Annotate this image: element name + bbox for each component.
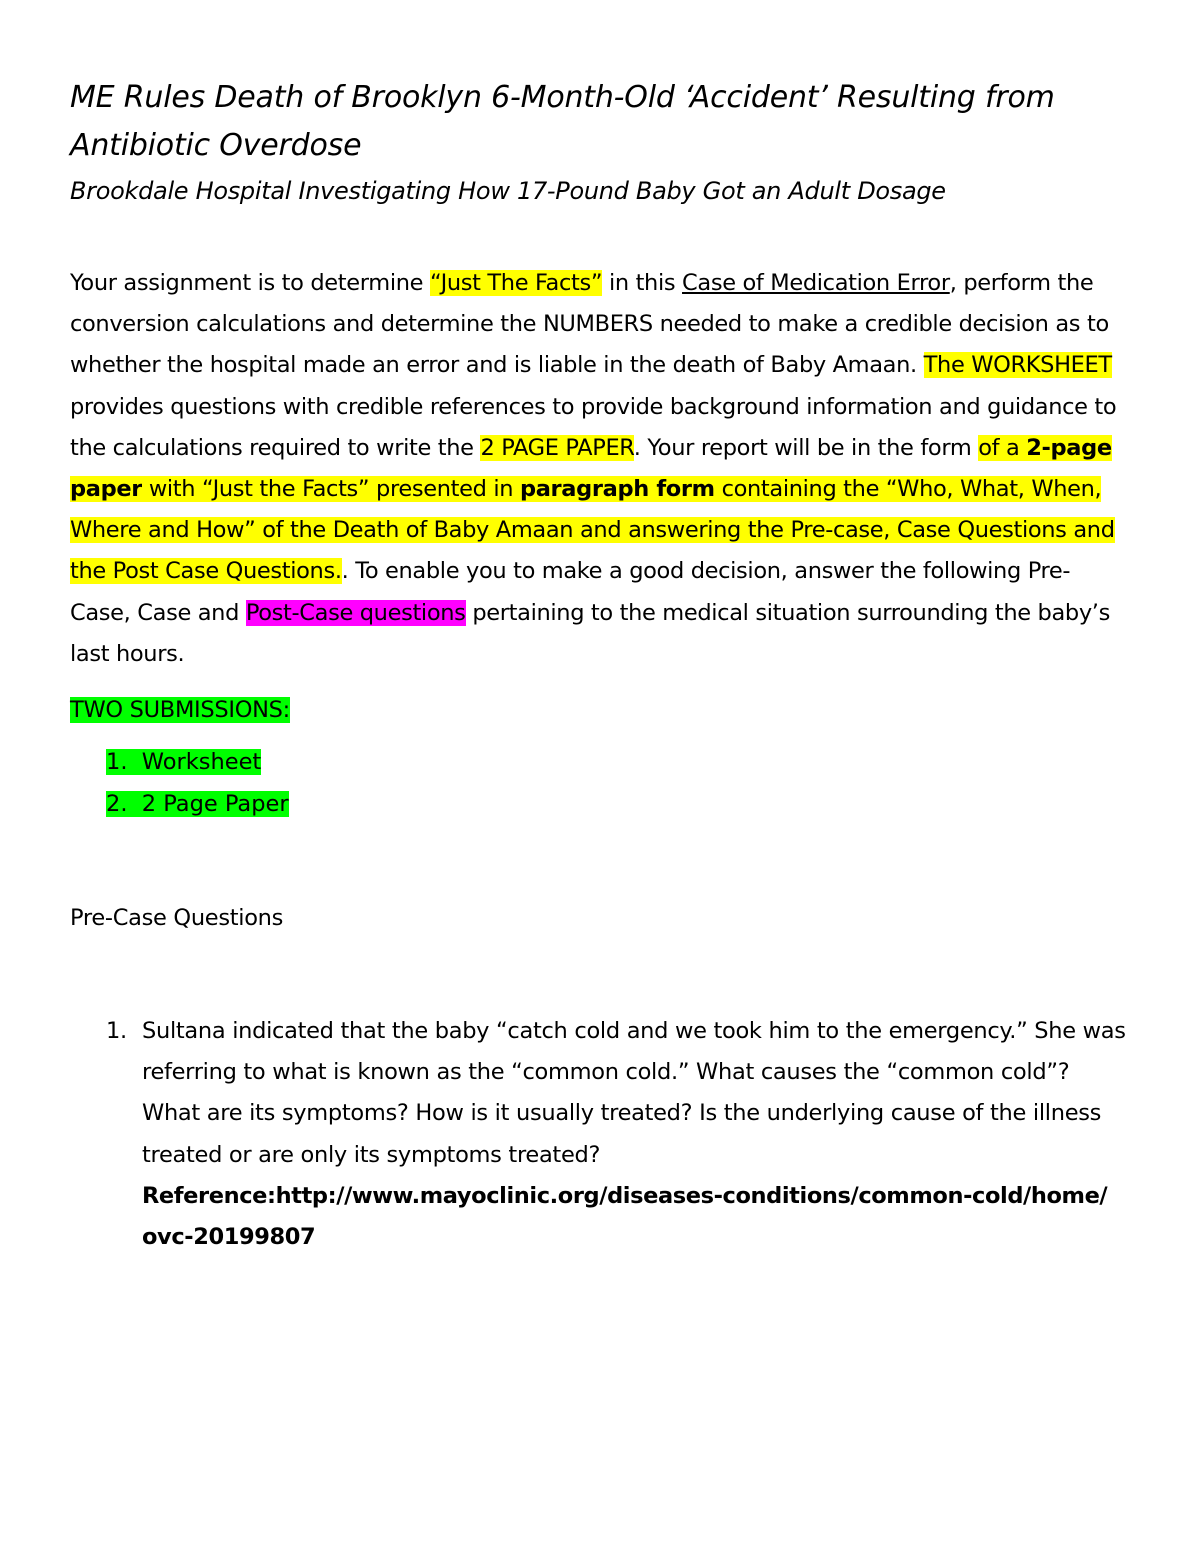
question-text: Sultana indicated that the baby “catch cold and we took him to the emergency.” She was referring to what is known as the “common cold.” What causes the “common cold”? What are its symptoms? How is it usually treated? Is the underlying cause of the illness treated or are only its symptoms treated?	[142, 1018, 1126, 1168]
intro-text-9: . Your report will be in the form	[633, 434, 979, 461]
question-reference: Reference:http://www.mayoclinic.org/diseases-conditions/common-cold/home/ovc-20199807	[142, 1182, 1108, 1251]
two-page-paper-bold: 2-page paper	[70, 434, 1112, 503]
just-the-facts-highlight: “Just The Facts”	[429, 270, 603, 296]
intro-text-7: provides questions with credible references to provide background information and guidance to the calculations required to write the	[70, 393, 1117, 461]
two-page-paper-highlight: 2 PAGE PAPER	[480, 434, 634, 461]
submission-item	[106, 741, 1130, 783]
submission-item	[106, 783, 1130, 825]
intro-text-15: . To enable you to make a good decision, answer the following Pre-Case, Case and	[70, 558, 1071, 626]
intro-text-3: in this	[602, 270, 683, 296]
intro-text-1: Your assignment is to determine	[70, 270, 430, 296]
report-form-highlight-3: containing the “Who, What, When, Where and How” of the Death of Baby Amaan and answering the Pre-case, Case Questions and the Post Case Questions.	[70, 476, 1115, 585]
case-of-medication-error: Case of Medication Error	[682, 270, 950, 296]
submissions-heading: TWO SUBMISSIONS:	[70, 697, 290, 724]
document-title: ME Rules Death of Brooklyn 6-Month-Old ‘Accident’ Resulting from Antibiotic Overdose	[70, 80, 1055, 163]
document-subtitle: Brookdale Hospital Investigating How 17-Pound Baby Got an Adult Dosage	[70, 177, 946, 205]
submission-label: 2 Page Paper	[141, 791, 289, 818]
report-form-highlight-1: of a	[978, 434, 1027, 461]
post-case-questions-highlight: Post-Case questions	[245, 599, 466, 626]
report-form-highlight-2: with “Just the Facts” presented in	[142, 476, 520, 503]
precase-question-list	[70, 1011, 1130, 1258]
submission-label: Worksheet	[141, 749, 262, 776]
worksheet-highlight: The WORKSHEET	[923, 352, 1112, 379]
intro-text-17: pertaining to the medical situation surrounding the baby’s last hours.	[70, 599, 1110, 667]
submission-number: 2.	[106, 791, 128, 818]
question-number: 1.	[106, 1018, 127, 1045]
submissions-list	[70, 741, 1130, 825]
precase-heading: Pre-Case Questions	[70, 905, 284, 932]
assignment-paragraph	[70, 263, 1130, 675]
document-page	[70, 74, 1130, 1258]
intro-text-5: , perform the conversion calculations and determine the NUMBERS needed to make a credible decision as to whether the hospital made an error and is liable in the death of Baby Amaan.	[70, 270, 1109, 379]
paragraph-form-bold: paragraph form	[519, 476, 715, 503]
precase-question	[70, 1011, 1130, 1258]
submission-number: 1.	[106, 749, 128, 776]
